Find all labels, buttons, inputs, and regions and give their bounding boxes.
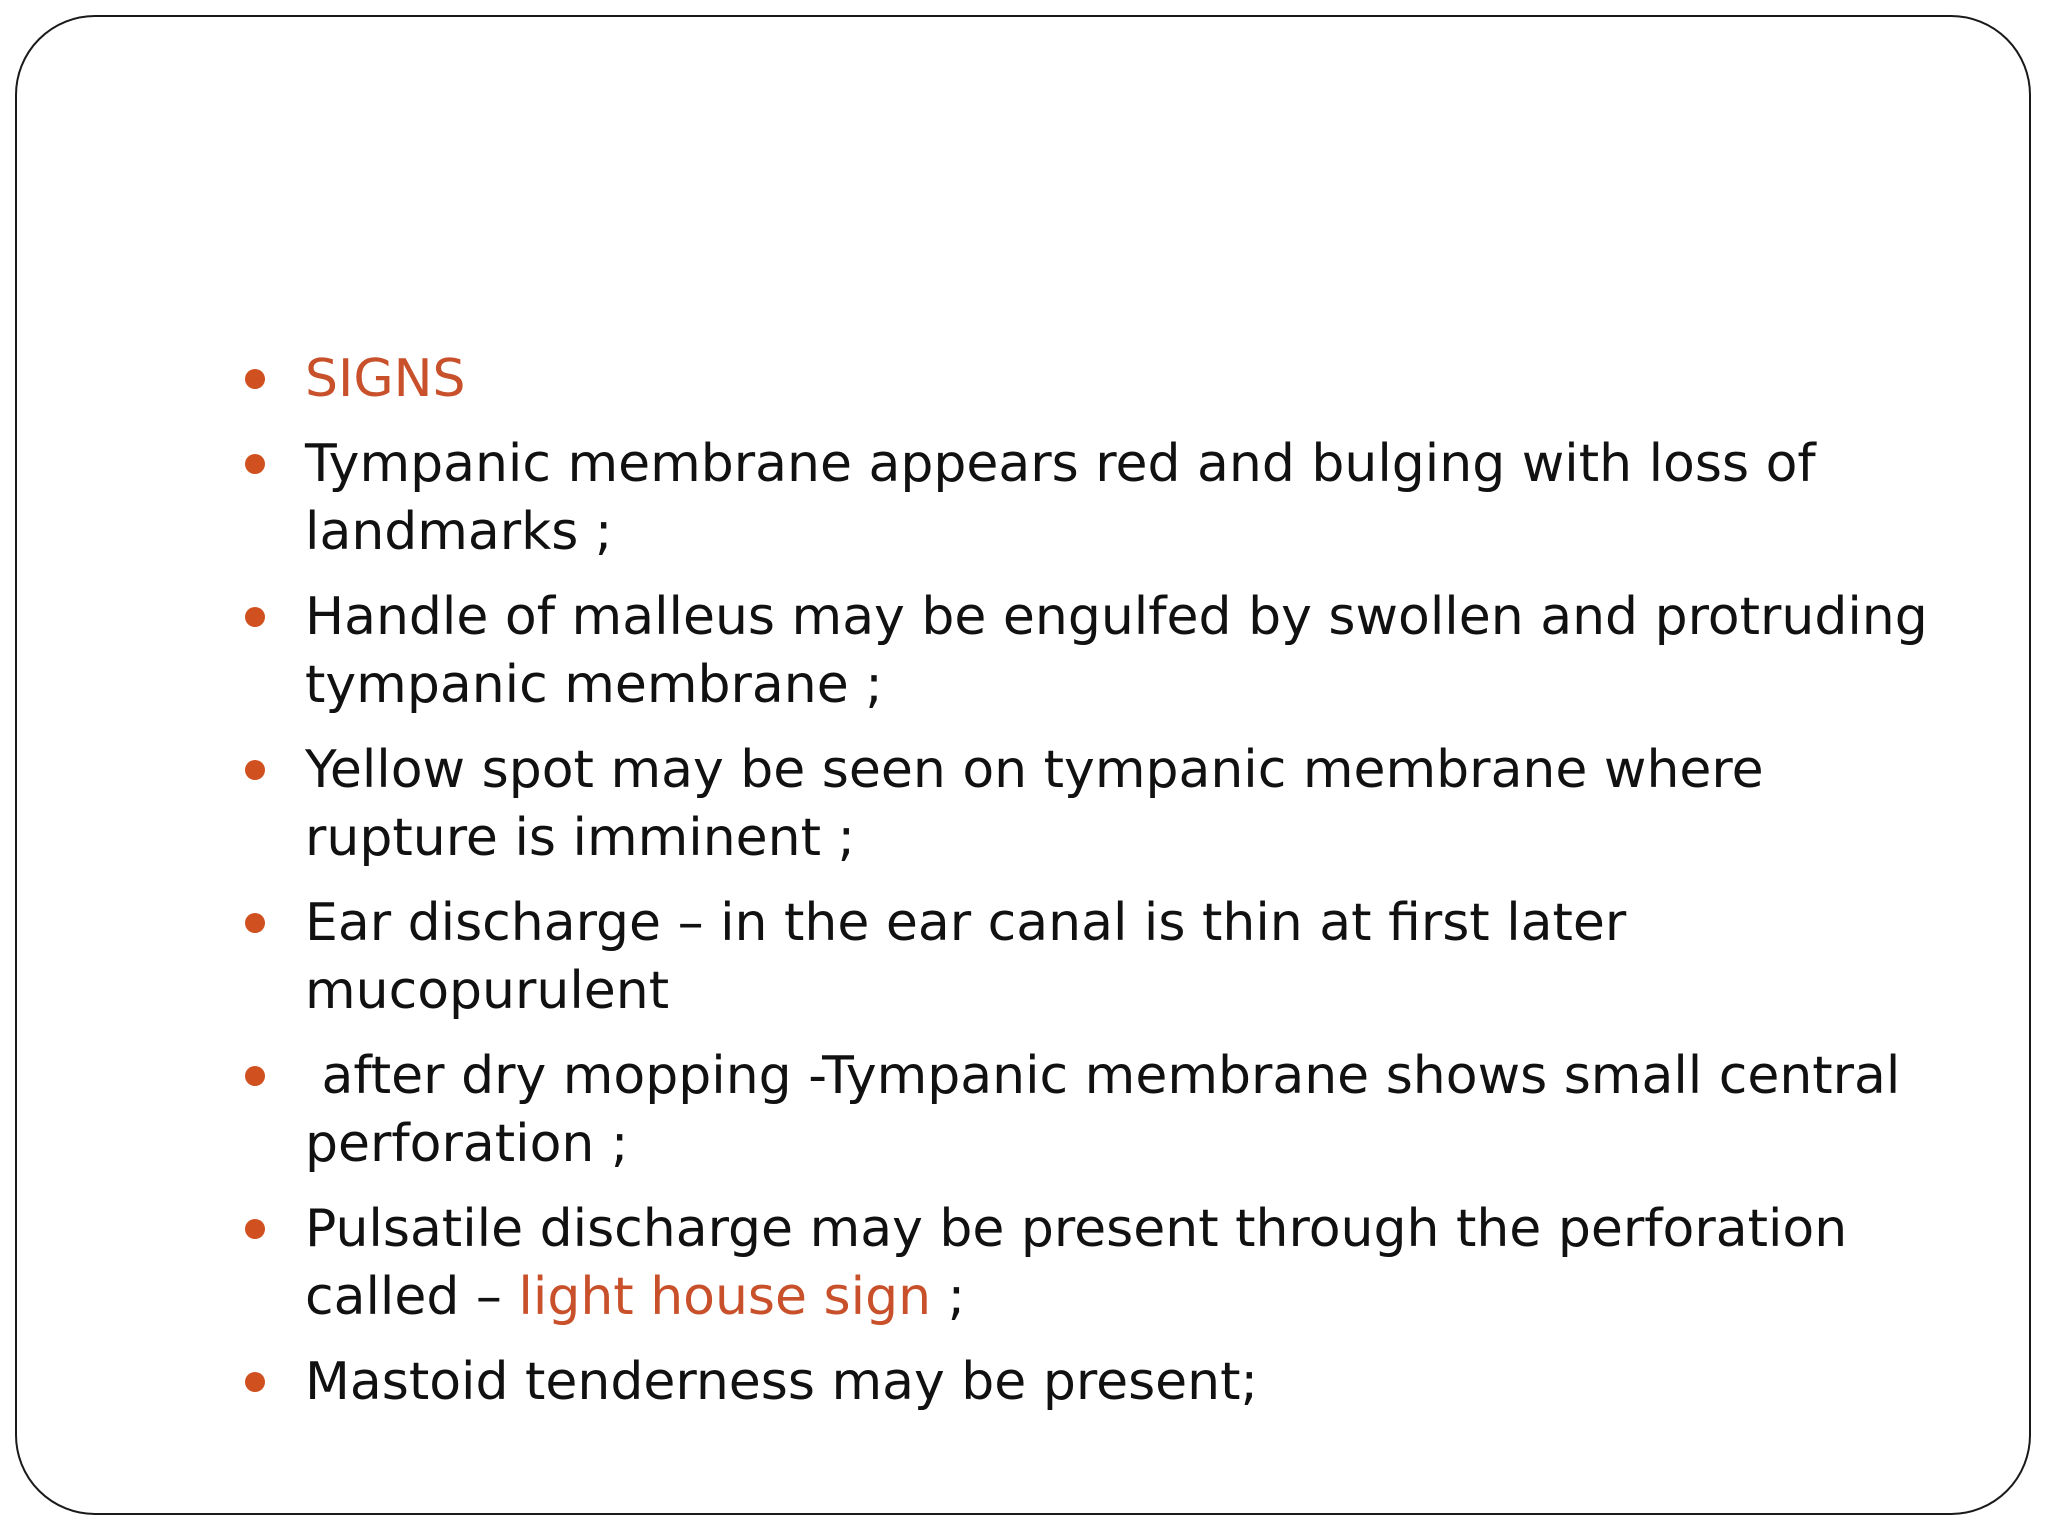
bullet-dot-icon bbox=[245, 1066, 265, 1086]
bullet-item bbox=[305, 736, 1965, 872]
bullet-dot-icon bbox=[245, 1219, 265, 1239]
bullet-text: Tympanic membrane appears red and bulging with loss of landmarks ; bbox=[305, 434, 1833, 562]
bullet-item bbox=[305, 345, 1965, 413]
bullet-dot-icon bbox=[245, 913, 265, 933]
bullet-dot-icon bbox=[245, 760, 265, 780]
bullet-item bbox=[305, 1195, 1965, 1331]
highlighted-text: SIGNS bbox=[305, 349, 466, 409]
bullet-dot-icon bbox=[245, 369, 265, 389]
bullet-item bbox=[305, 430, 1965, 566]
bullet-text: after dry mopping -Tympanic membrane shows small central perforation ; bbox=[305, 1046, 1917, 1174]
bullet-list bbox=[305, 345, 1965, 1433]
bullet-text: Ear discharge – in the ear canal is thin at first later mucopurulent bbox=[305, 893, 1643, 1021]
bullet-text: Yellow spot may be seen on tympanic membrane where rupture is imminent ; bbox=[305, 740, 1781, 868]
bullet-item bbox=[305, 583, 1965, 719]
bullet-item bbox=[305, 1042, 1965, 1178]
bullet-text: Mastoid tenderness may be present; bbox=[305, 1352, 1259, 1412]
slide-frame bbox=[15, 15, 2031, 1515]
bullet-item bbox=[305, 1348, 1965, 1416]
bullet-item bbox=[305, 889, 1965, 1025]
bullet-text: Handle of malleus may be engulfed by swollen and protruding tympanic membrane ; bbox=[305, 587, 1945, 715]
highlighted-text: light house sign bbox=[518, 1267, 932, 1327]
bullet-text: ; bbox=[931, 1267, 966, 1327]
bullet-text: Pulsatile discharge may be present through the perforation called – bbox=[305, 1199, 1864, 1327]
bullet-dot-icon bbox=[245, 607, 265, 627]
bullet-dot-icon bbox=[245, 454, 265, 474]
bullet-dot-icon bbox=[245, 1372, 265, 1392]
